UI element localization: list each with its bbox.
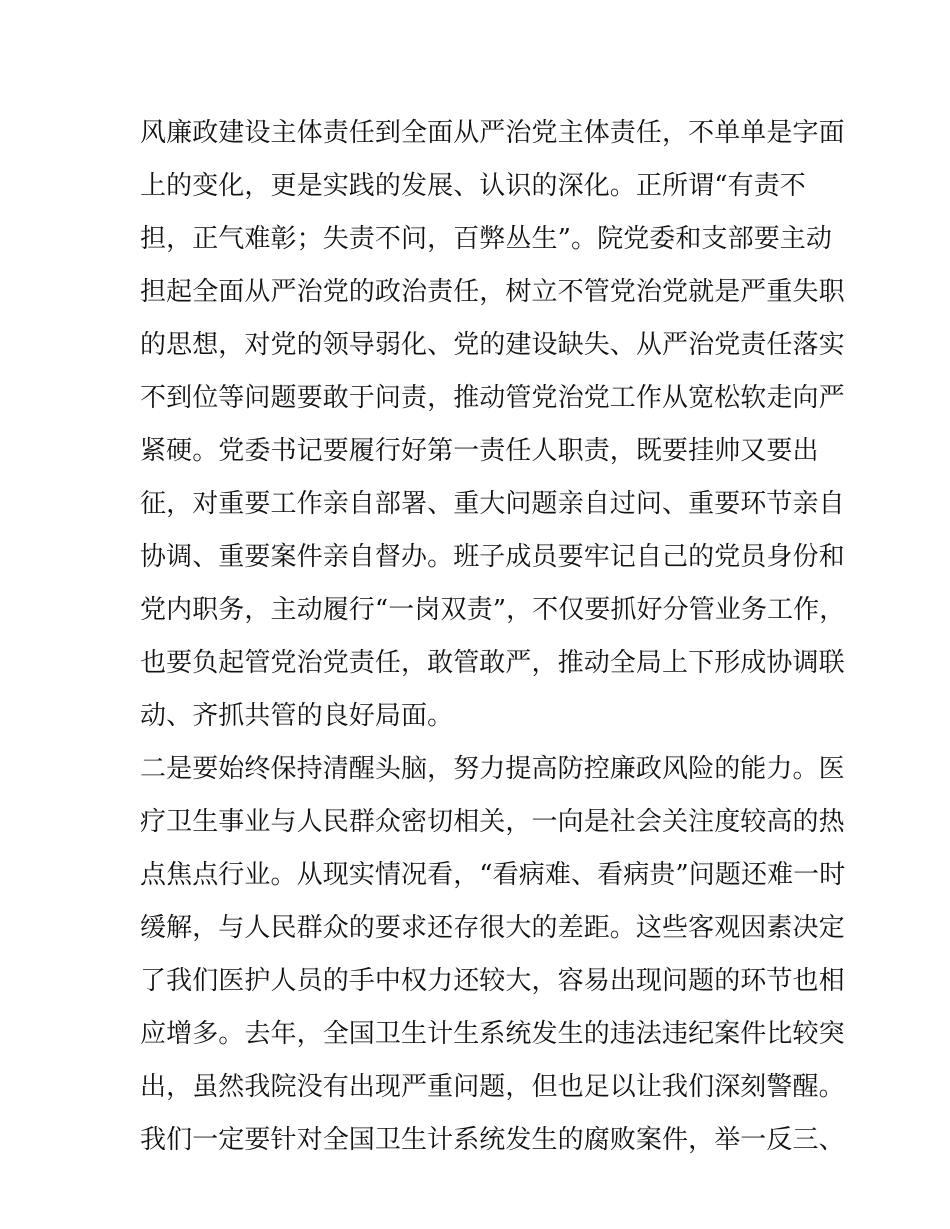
text-line: 出，虽然我院没有出现严重问题，但也足以让我们深刻警醒。 [140, 1072, 845, 1102]
text-line: 也要负起管党治党责任，敢管敢严，推动全局上下形成协调联 [140, 648, 845, 678]
text-line: 担起全面从严治党的政治责任，树立不管党治党就是严重失职 [140, 277, 845, 307]
text-line: 担，正气难彰；失责不问，百弊丛生”。院党委和支部要主动 [140, 224, 832, 254]
text-line: 上的变化，更是实践的发展、认识的深化。正所谓“有责不 [140, 171, 806, 201]
text-line: 我们一定要针对全国卫生计系统发生的腐败案件，举一反三、 [140, 1125, 845, 1155]
text-line: 紧硬。党委书记要履行好第一责任人职责，既要挂帅又要出 [140, 436, 819, 466]
text-line: 疗卫生事业与人民群众密切相关，一向是社会关注度较高的热 [140, 807, 845, 837]
text-line: 的思想，对党的领导弱化、党的建设缺失、从严治党责任落实 [140, 330, 845, 360]
text-line: 协调、重要案件亲自督办。班子成员要牢记自己的党员身份和 [140, 542, 845, 572]
text-line: 应增多。去年，全国卫生计生系统发生的违法违纪案件比较突 [140, 1019, 845, 1049]
text-line: 征，对重要工作亲自部署、重大问题亲自过问、重要环节亲自 [140, 489, 845, 519]
text-line: 不到位等问题要敢于问责，推动管党治党工作从宽松软走向严 [140, 383, 845, 413]
text-line: 点焦点行业。从现实情况看，“看病难、看病贵”问题还难一时 [140, 860, 846, 890]
text-line: 缓解，与人民群众的要求还存很大的差距。这些客观因素决定 [140, 913, 845, 943]
text-line: 了我们医护人员的手中权力还较大，容易出现问题的环节也相 [140, 966, 845, 996]
text-line: 动、齐抓共管的良好局面。 [140, 701, 454, 731]
text-line: 二是要始终保持清醒头脑，努力提高防控廉政风险的能力。医 [140, 754, 845, 784]
text-line: 风廉政建设主体责任到全面从严治党主体责任，不单单是字面 [140, 118, 845, 148]
text-line: 党内职务，主动履行“一岗双责”，不仅要抓好分管业务工作， [140, 595, 846, 625]
